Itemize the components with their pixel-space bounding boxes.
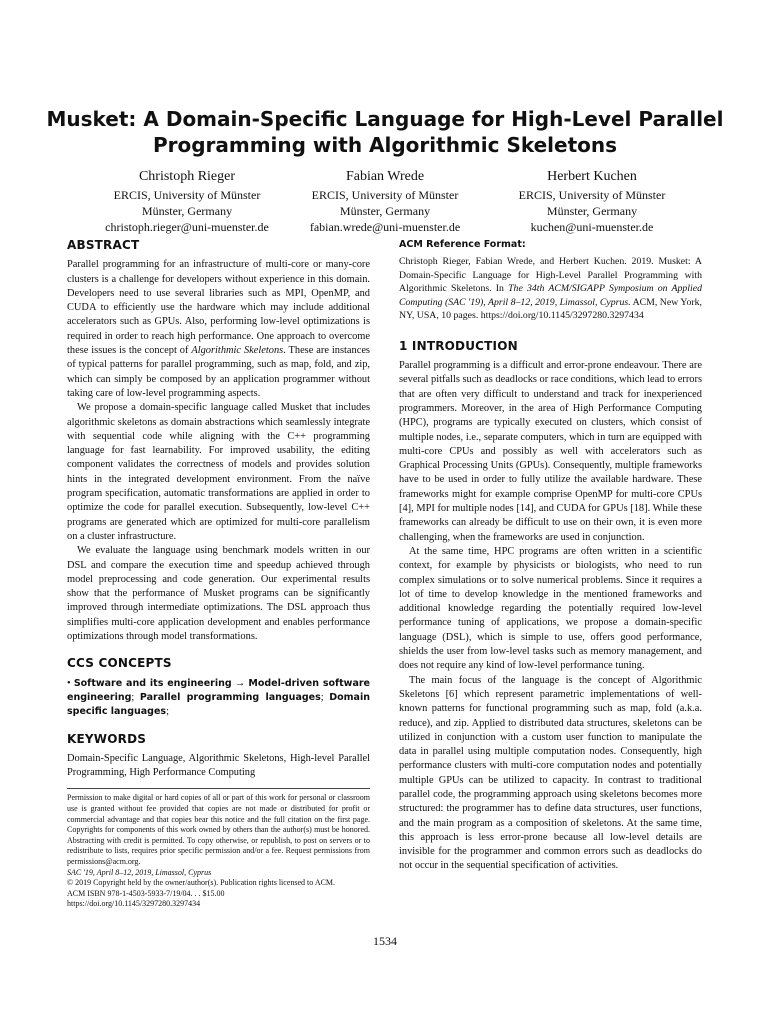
author-affiliation: ERCIS, University of Münster bbox=[518, 188, 666, 202]
acm-reference-text: Christoph Rieger, Fabian Wrede, and Herbert Kuchen. 2019. Musket: A Domain-Specific Language for High-Level Parallel Programming with Algorithmic Skeletons. In The 34th ACM/SIGAPP Symposium on Applied Computing (SAC '19), April 8–12, 2019, Limassol, Cyprus. ACM, New York, NY, USA, 10 pages. https://doi.org/10.1145/3297280.3297434 bbox=[399, 256, 702, 322]
intro-paragraph-3: The main focus of the language is the concept of Algorithmic Skeletons [6] which represent parametric implementations of well-known patterns for functional programming such as map, fold (a.k.a. reduce), and zip. Applied to distributed data structures, skeletons can be utilized in conjunction with a custom user function to manipulate the data in parallel using multiple computation nodes. Consequently, high performance clusters with multi-core computation nodes and potentially multiple GPUs can be utilized to capacity. In contrast to traditional parallel code, the programming approach using skeletons becomes more structured: the programmer has to define data structures, user functions, and the main program as a composition of skeletons. At the same time, this approach is less error-prone because all low-level details are invisible for the programmer and common errors such as deadlocks do not occur in the sequential specification of activities. bbox=[399, 674, 702, 872]
author-location: Münster, Germany bbox=[141, 204, 233, 218]
permission-footnote bbox=[67, 788, 370, 910]
permission-text: Permission to make digital or hard copies of all or part of this work for personal or classroom use is granted without fee provided that copies are not made or distributed for profit or commercial advantage and that copies bear this notice and the full citation on the first page. Copyrights for components of this work owned by others than the author(s) must be honored. Abstracting with credit is permitted. To copy otherwise, or republish, to post on servers or to redistribute to lists, requires prior specific permission and/or a fee. Request permissions from permissions@acm.org. bbox=[67, 793, 370, 866]
intro-paragraph-1: Parallel programming is a difficult and error-prone endeavour. There are several pitfalls such as deadlocks or race conditions, which lead to errors that are often very difficult to understand and track for inexperienced programmers. Moreover, in the area of High Performance Computing (HPC), programs are typically executed on clusters, which consist of multiple nodes, i.e., separate computers, which in turn are equipped with multi-core CPUs and possibly as well with accelerators such as Graphical Processing Units (GPUs). Consequently, multiple frameworks have to be used in order to fully utilize the available hardware. These frameworks might for example comprise OpenMP for multi-core CPUs [4], MPI for multiple nodes [14], and CUDA for GPUs [18]. While these frameworks can already be difficult to use on their own, it is even more challenging, when the frameworks are used in conjunction. bbox=[399, 360, 702, 543]
ccs-concepts: • Software and its engineering → Model-driven software engineering; Parallel programming languages; Domain specific languages; bbox=[67, 677, 371, 718]
author-name: Fabian Wrede bbox=[345, 169, 425, 184]
page-number: 1534 bbox=[373, 934, 397, 948]
ccs-heading: CCS CONCEPTS bbox=[67, 656, 172, 671]
author-3 bbox=[487, 168, 697, 235]
doi-link[interactable]: https://doi.org/10.1145/3297280.3297434 bbox=[67, 899, 201, 909]
copyright-line: © 2019 Copyright held by the owner/author(s). Publication rights licensed to ACM. bbox=[67, 878, 336, 888]
paper-title bbox=[40, 106, 730, 158]
isbn-line: ACM ISBN 978-1-4503-5933-7/19/04. . . $15.00 bbox=[67, 888, 225, 898]
right-column bbox=[399, 238, 702, 874]
abstract-paragraph-1: Parallel programming for an infrastructure of multi-core or many-core clusters is a challenge for developers without experience in this domain. Developers need to use several libraries such as MPI, OpenMP, and CUDA to efficiently use the hardware which may include additional accelerators such as GPUs. Also, performing low-level optimizations is required in order to reach high performance. One approach to overcome these issues is the concept of Algorithmic Skeletons. These are instances of typical patterns for parallel programming, such as map, fold, and zip, which can simply be composed by an application programmer without taking care of low-level programming aspects. bbox=[67, 259, 370, 399]
introduction-heading: 1 INTRODUCTION bbox=[399, 338, 518, 353]
author-name: Christoph Rieger bbox=[138, 169, 236, 184]
author-email: fabian.wrede@uni-muenster.de bbox=[309, 220, 461, 234]
author-affiliation: ERCIS, University of Münster bbox=[311, 188, 459, 202]
acm-reference-heading: ACM Reference Format: bbox=[399, 239, 526, 250]
intro-paragraph-2: At the same time, HPC programs are often written in a scientific context, for example by physicists or biologists, who need to run complex simulations or to solve numerical problems. Since it requires a lot of time to develop knowledge in the mentioned frameworks and additional knowledge regarding the potentially required low-level performance tuning of applications, we propose a domain-specific language (DSL), which is simple to use, offers good performance, shields the user from low-level tasks such as memory management, and does not require any kind of low-level performance tuning. bbox=[399, 545, 702, 672]
author-affiliation: ERCIS, University of Münster bbox=[113, 188, 261, 202]
author-name: Herbert Kuchen bbox=[547, 169, 637, 184]
abstract-paragraph-2: We propose a domain-specific language called Musket that includes algorithmic skeletons as domain abstractions which seamlessly integrate with sequential code while aligning with the C++ programming language for fast learnability. For improved usability, the editing component validates the correctness of models and provides solution hints in the integrated development environment. From the naïve program specification, automatic transformations are applied in order to optimize the code for parallel execution. Subsequently, low-level C++ programs are generated which are optimized for multi-core parallelism on a cluster infrastructure. bbox=[67, 402, 370, 542]
author-location: Münster, Germany bbox=[339, 204, 431, 218]
keywords-text: Domain-Specific Language, Algorithmic Skeletons, High-level Parallel Programming, High Performance Computing bbox=[67, 752, 370, 779]
author-email: kuchen@uni-muenster.de bbox=[530, 220, 654, 234]
conference-line: SAC '19, April 8–12, 2019, Limassol, Cyprus bbox=[67, 867, 212, 877]
author-location: Münster, Germany bbox=[546, 204, 638, 218]
abstract-heading: ABSTRACT bbox=[67, 238, 140, 252]
abstract-paragraph-3: We evaluate the language using benchmark models written in our DSL and compare the execution time and speedup achieved through model preprocessing and code generation. Our experimental results show that the performance of Musket programs can be significantly improved through intermediate optimizations. The DSL approach thus simplifies multi-core application development and enables performance optimizations through model transformations. bbox=[67, 545, 370, 643]
author-2 bbox=[280, 168, 490, 235]
keywords-heading: KEYWORDS bbox=[67, 731, 147, 746]
left-column bbox=[67, 238, 370, 910]
author-email: christoph.rieger@uni-muenster.de bbox=[105, 220, 269, 234]
author-1 bbox=[82, 168, 292, 235]
title-line-1: Musket: A Domain-Specific Language for High-Level Parallel bbox=[46, 107, 724, 131]
title-line-2: Programming with Algorithmic Skeletons bbox=[152, 133, 618, 157]
